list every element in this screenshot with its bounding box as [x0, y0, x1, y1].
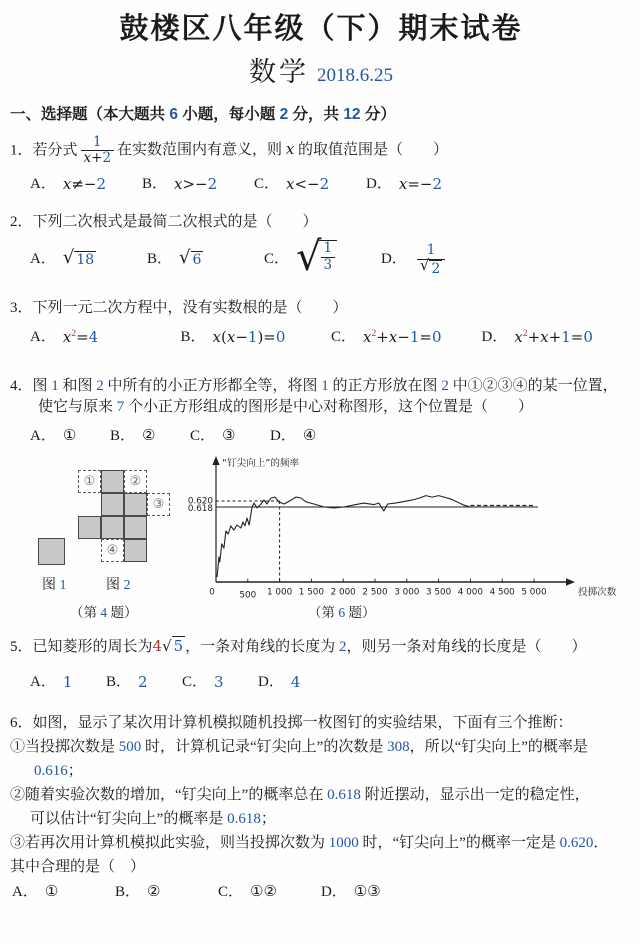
- figure2-label: 图 2: [106, 577, 131, 593]
- question-2-options: [10, 234, 632, 281]
- question-4: [10, 376, 632, 448]
- dashed-position: ①: [78, 470, 101, 493]
- svg-text:3 000: 3 000: [394, 587, 420, 598]
- question-6-stem: 6．如图，显示了某次用计算机模拟随机投掷一枚图钉的实验结果，下面有三个推断：: [10, 715, 573, 732]
- option-label: C．: [182, 674, 208, 691]
- option-label: A．: [30, 428, 56, 445]
- option-b: B． ②: [110, 426, 190, 448]
- option-a: A． x≠−2: [30, 174, 142, 197]
- option-a: A． ①: [12, 882, 115, 904]
- question-6-options: [10, 882, 632, 904]
- option-c: C． ①②: [218, 882, 321, 904]
- option-label: D．: [481, 329, 508, 346]
- option-label: C．: [331, 329, 357, 346]
- sqrt-6: √ 6: [179, 246, 202, 268]
- question-3-stem: 3．下列一元二次方程中，没有实数根的是（ ）: [10, 300, 348, 317]
- question-4-figure-caption: （第 4 题）: [70, 604, 138, 620]
- option-d: [381, 243, 498, 277]
- option-label: C．: [264, 251, 290, 268]
- question-1-stem: [10, 135, 632, 167]
- option-label: C．: [254, 176, 280, 193]
- question-5-stem: 5．已知菱形的周长为4√ 5 ，一条对角线的长度为 2，则另一条对角线的长度是（ ）: [10, 636, 587, 655]
- option-label: A．: [12, 884, 38, 901]
- question-2-stem: 2．下列二次根式是最简二次根式的是（ ）: [10, 214, 318, 231]
- option-b: B． ②: [115, 882, 218, 904]
- gray-square: [124, 539, 147, 562]
- figure2-grid: [78, 470, 170, 562]
- option-d: D． ④: [270, 426, 350, 448]
- radical-sign: √: [296, 234, 322, 281]
- option-label: D．: [258, 674, 284, 691]
- svg-text:0: 0: [209, 587, 215, 598]
- option-c: C． ③: [190, 426, 270, 448]
- radical-sign: √: [62, 246, 75, 268]
- svg-text:4 000: 4 000: [457, 587, 483, 598]
- svg-text:5 000: 5 000: [521, 587, 547, 598]
- gray-square: [101, 493, 124, 516]
- frequency-chart: [187, 454, 640, 602]
- option-label: C．: [218, 884, 244, 901]
- figure1-label: 图 1: [42, 577, 67, 593]
- svg-text:1 000: 1 000: [267, 587, 293, 598]
- question-3-options: [10, 327, 632, 350]
- option-b: B． 2: [106, 672, 182, 695]
- q1-stem-pre: 1．若分式: [10, 142, 78, 159]
- option-c: [264, 234, 381, 281]
- question-6: [10, 711, 632, 904]
- option-label: D．: [381, 251, 407, 268]
- option-label: A．: [30, 674, 56, 691]
- question-6-statement-1: ①当投掷次数是 500 时，计算机记录“钉尖向上”的次数是 308，所以“钉尖向上”的概率是: [10, 739, 588, 756]
- question-5-options: [10, 672, 632, 695]
- option-d: D． 4: [258, 672, 334, 695]
- dashed-position: ③: [147, 493, 170, 516]
- q1-stem-post: 在实数范围内有意义，则 x 的取值范围是（ ）: [117, 140, 449, 159]
- option-d: D． x=−2: [366, 174, 478, 197]
- radical-sign: √: [179, 246, 191, 268]
- one-over-sqrt-2: 1 √ 2: [417, 243, 445, 277]
- svg-text:0.618: 0.618: [187, 503, 213, 514]
- dashed-position: ②: [124, 470, 147, 493]
- option-b: B． x>−2: [142, 174, 254, 197]
- option-label: B．: [147, 251, 173, 268]
- option-c: C． $x^2+x-1=0$: [331, 327, 482, 350]
- option-label: B．: [115, 884, 141, 901]
- question-6-prompt: 其中合理的是（ ）: [10, 859, 146, 876]
- chart-container: [187, 454, 640, 610]
- option-label: A．: [30, 329, 56, 346]
- radical-sign: √: [419, 255, 430, 274]
- fraction-1-over-x-plus-2: $\frac{1}{x+2}$: [81, 135, 115, 167]
- section-heading: 一、选择题（本大题共 6 小题，每小题 2 分，共 12 分）: [10, 106, 396, 124]
- question-6-statement-2b: 可以估计“钉尖向上”的概率是 0.618；: [30, 811, 276, 828]
- option-label: D．: [366, 176, 392, 193]
- question-4-stem-line2: 使它与原来 7 个小正方形组成的图形是中心对称图形，这个位置是（ ）: [38, 399, 534, 416]
- option-b: [147, 246, 264, 271]
- svg-text:2 000: 2 000: [330, 587, 356, 598]
- option-a: A． $x^2=4$: [30, 327, 181, 350]
- option-a: A． 1: [30, 672, 106, 695]
- question-6-figure-caption: （第 6 题）: [308, 604, 376, 620]
- exam-date: 2018.6.25: [317, 65, 393, 87]
- subtitle: [10, 53, 632, 92]
- sqrt-one-third: √ $\frac{1}{3}$: [296, 240, 337, 280]
- figures-row: [10, 452, 632, 628]
- gray-square: [101, 516, 124, 539]
- page-title: 鼓楼区八年级（下）期末试卷: [119, 13, 523, 45]
- dashed-position: ④: [101, 539, 124, 562]
- option-label: C．: [190, 428, 216, 445]
- question-5: [10, 636, 632, 695]
- option-label: D．: [321, 884, 347, 901]
- gray-square: [124, 516, 147, 539]
- option-a: A． ①: [30, 426, 110, 448]
- question-2: [10, 212, 632, 280]
- option-a: [30, 246, 147, 271]
- svg-text:“钉尖向上”的频率: “钉尖向上”的频率: [222, 457, 300, 469]
- question-6-statement-3: ③若再次用计算机模拟此实验，则当投掷次数为 1000 时，“钉尖向上”的概率一定是 0.620．: [10, 835, 609, 852]
- gray-square: [78, 516, 101, 539]
- option-c: C． x<−2: [254, 174, 366, 197]
- option-label: A．: [30, 251, 56, 268]
- svg-text:0.620: 0.620: [187, 496, 213, 507]
- svg-text:1 500: 1 500: [298, 587, 324, 598]
- subject-title: 数学: [249, 57, 309, 88]
- question-4-options: [10, 426, 632, 448]
- option-label: B．: [180, 329, 206, 346]
- option-b: B． x(x−1)=0: [181, 327, 332, 350]
- option-label: D．: [270, 428, 296, 445]
- svg-text:4 500: 4 500: [489, 587, 515, 598]
- option-label: B．: [106, 674, 132, 691]
- option-d: D． $x^2+x+1=0$: [482, 327, 633, 350]
- question-1-options: [10, 174, 632, 197]
- option-label: B．: [142, 176, 168, 193]
- svg-text:3 500: 3 500: [426, 587, 452, 598]
- option-d: D． ①③: [321, 882, 424, 904]
- gray-square: [101, 470, 124, 493]
- gray-square: [124, 493, 147, 516]
- option-label: B．: [110, 428, 136, 445]
- sqrt-18: √ 18: [62, 246, 95, 268]
- figure1-square: [38, 538, 65, 565]
- svg-text:投掷次数: 投掷次数: [578, 586, 617, 598]
- option-label: A．: [30, 176, 56, 193]
- option-c: C． 3: [182, 672, 258, 695]
- question-6-statement-1b: 0.616；: [34, 763, 83, 780]
- svg-text:500: 500: [239, 590, 257, 601]
- question-1: [10, 135, 632, 197]
- question-6-statement-2: ②随着实验次数的增加，“钉尖向上”的概率总在 0.618 附近摆动，显示出一定的稳定性，: [10, 787, 590, 804]
- svg-text:2 500: 2 500: [362, 587, 388, 598]
- question-3: [10, 298, 632, 350]
- question-4-stem-line1: 4．图 1 和图 2 中所有的小正方形都全等，将图 1 的正方形放在图 2 中①②③④的某一位置，: [10, 377, 618, 394]
